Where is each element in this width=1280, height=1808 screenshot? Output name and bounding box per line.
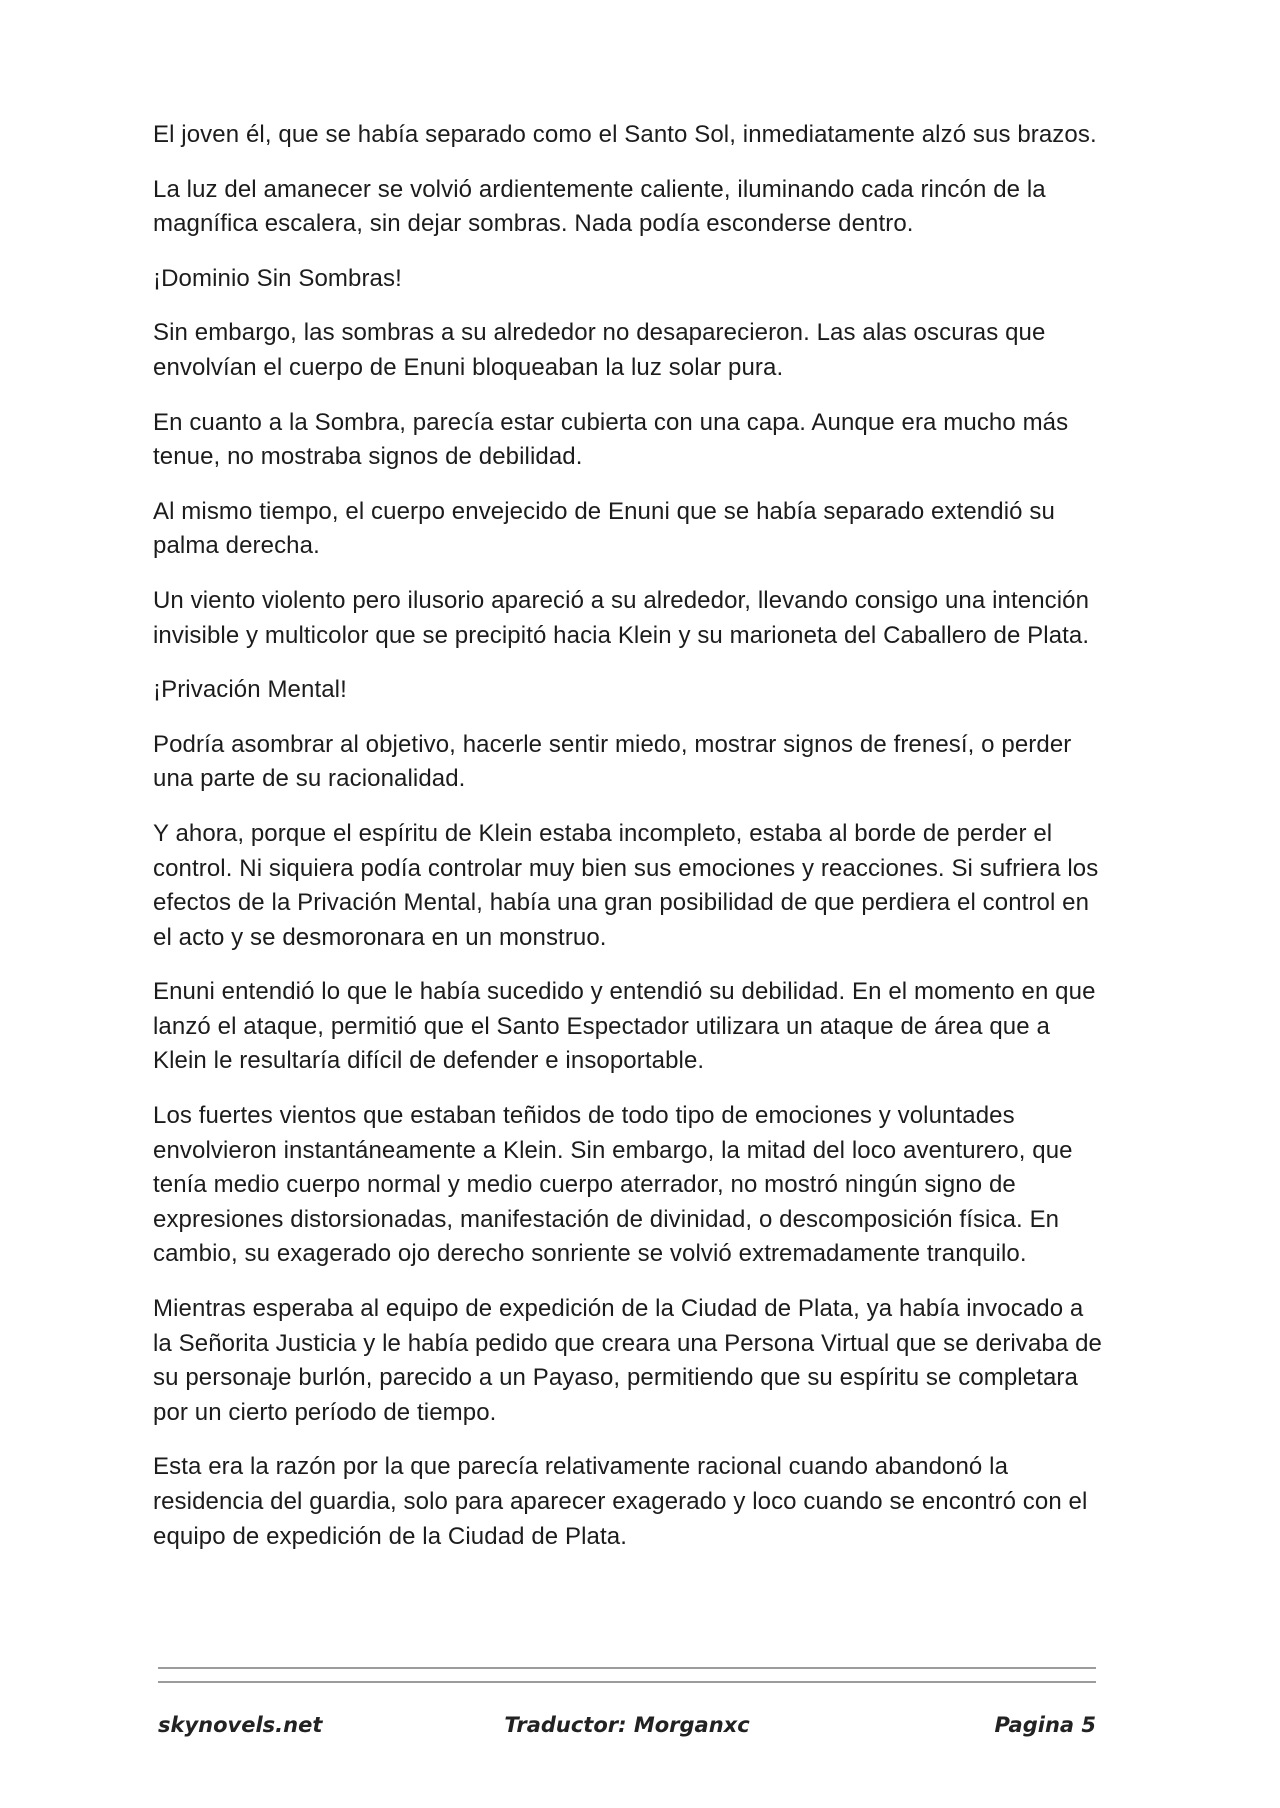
- paragraph-10: Y ahora, porque el espíritu de Klein estaba incompleto, estaba al borde de perder el control. Ni siquiera podía controlar muy bien sus emociones y reacciones. Si sufriera los efectos de la Privación Mental, había una gran posibilidad de que perdiera el control en el acto y se desmoronara en un monstruo.: [153, 819, 1099, 951]
- page-footer: [158, 1713, 1096, 1747]
- paragraph-3: ¡Dominio Sin Sombras!: [153, 264, 402, 292]
- page-body: [153, 118, 1103, 1574]
- footer-divider-top: [158, 1667, 1096, 1669]
- paragraph-4: Sin embargo, las sombras a su alrededor no desaparecieron. Las alas oscuras que envolvían el cuerpo de Enuni bloqueaban la luz solar pura.: [153, 319, 1046, 381]
- paragraph-12: Los fuertes vientos que estaban teñidos de todo tipo de emociones y voluntades envolvieron instantáneamente a Klein. Sin embargo, la mitad del loco aventurero, que tenía medio cuerpo normal y medio cuerpo aterrador, no mostró ningún signo de expresiones distorsionadas, manifestación de divinidad, o descomposición física. En cambio, su exagerado ojo derecho sonriente se volvió extremadamente tranquilo.: [153, 1102, 1073, 1268]
- paragraph-1: El joven él, que se había separado como el Santo Sol, inmediatamente alzó sus brazos.: [153, 121, 1097, 148]
- paragraph-11: Enuni entendió lo que le había sucedido y entendió su debilidad. En el momento en que lanzó el ataque, permitió que el Santo Espectador utilizara un ataque de área que a Klein le resultaría difícil de defender e insoportable.: [153, 978, 1096, 1075]
- paragraph-2: La luz del amanecer se volvió ardientemente caliente, iluminando cada rincón de la magnífica escalera, sin dejar sombras. Nada podía esconderse dentro.: [153, 175, 1046, 238]
- paragraph-14: Esta era la razón por la que parecía relativamente racional cuando abandonó la residencia del guardia, solo para aparecer exagerado y loco cuando se encontró con el equipo de expedición de la Ciudad de Plata.: [153, 1453, 1088, 1550]
- paragraph-6: Al mismo tiempo, el cuerpo envejecido de Enuni que se había separado extendió su palma derecha.: [153, 497, 1055, 560]
- paragraph-8: ¡Privación Mental!: [153, 676, 347, 704]
- footer-translator: Traductor: Morganxc: [504, 1713, 750, 1737]
- paragraph-7: Un viento violento pero ilusorio apareció a su alrededor, llevando consigo una intención invisible y multicolor que se precipitó hacia Klein y su marioneta del Caballero de Plata.: [153, 586, 1090, 649]
- footer-divider-bottom: [158, 1681, 1096, 1683]
- paragraph-5: En cuanto a la Sombra, parecía estar cubierta con una capa. Aunque era mucho más tenue, no mostraba signos de debilidad.: [153, 408, 1069, 471]
- paragraph-13: Mientras esperaba al equipo de expedición de la Ciudad de Plata, ya había invocado a la Señorita Justicia y le había pedido que creara una Persona Virtual que se derivaba de su personaje burlón, parecido a un Payaso, permitiendo que su espíritu se completara por un cierto período de tiempo.: [153, 1295, 1102, 1426]
- footer-page-number: Pagina 5: [994, 1713, 1096, 1737]
- footer-site: skynovels.net: [158, 1713, 323, 1737]
- paragraph-9: Podría asombrar al objetivo, hacerle sentir miedo, mostrar signos de frenesí, o perder una parte de su racionalidad.: [153, 730, 1072, 793]
